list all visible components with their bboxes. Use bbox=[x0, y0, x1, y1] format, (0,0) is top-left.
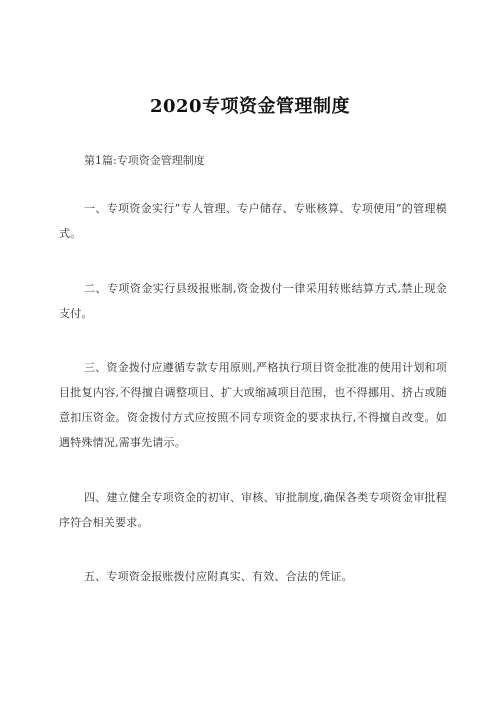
paragraph-1: 一、专项资金实行”专人管理、专户储存、专账核算、专项使用”的管理模式。 bbox=[59, 202, 447, 240]
paragraph-5: 五、专项资金报账拨付应附真实、有效、合法的凭证。 bbox=[84, 570, 353, 583]
document-subtitle: 第1篇:专项资金管理制度 bbox=[84, 154, 205, 167]
paragraph-3: 三、资金拨付应遵循专款专用原则,严格执行项目资金批准的使用计划和项目批复内容,不得擅自调整项目、扩大或缩减项目范围，也不得挪用、挤占或随意扣压资金。资金拨付方式应按照不同专项资金的要求执行,不得擅自改变。如遇特殊情况,需事先请示。 bbox=[59, 361, 447, 449]
document-title: 2020专项资金管理制度 bbox=[149, 96, 351, 117]
paragraph-2: 二、专项资金实行县级报账制,资金拨付一律采用转账结算方式,禁止现金支付。 bbox=[59, 282, 447, 320]
paragraph-4: 四、建立健全专项资金的初审、审核、审批制度,确保各类专项资金审批程序符合相关要求。 bbox=[59, 491, 447, 529]
